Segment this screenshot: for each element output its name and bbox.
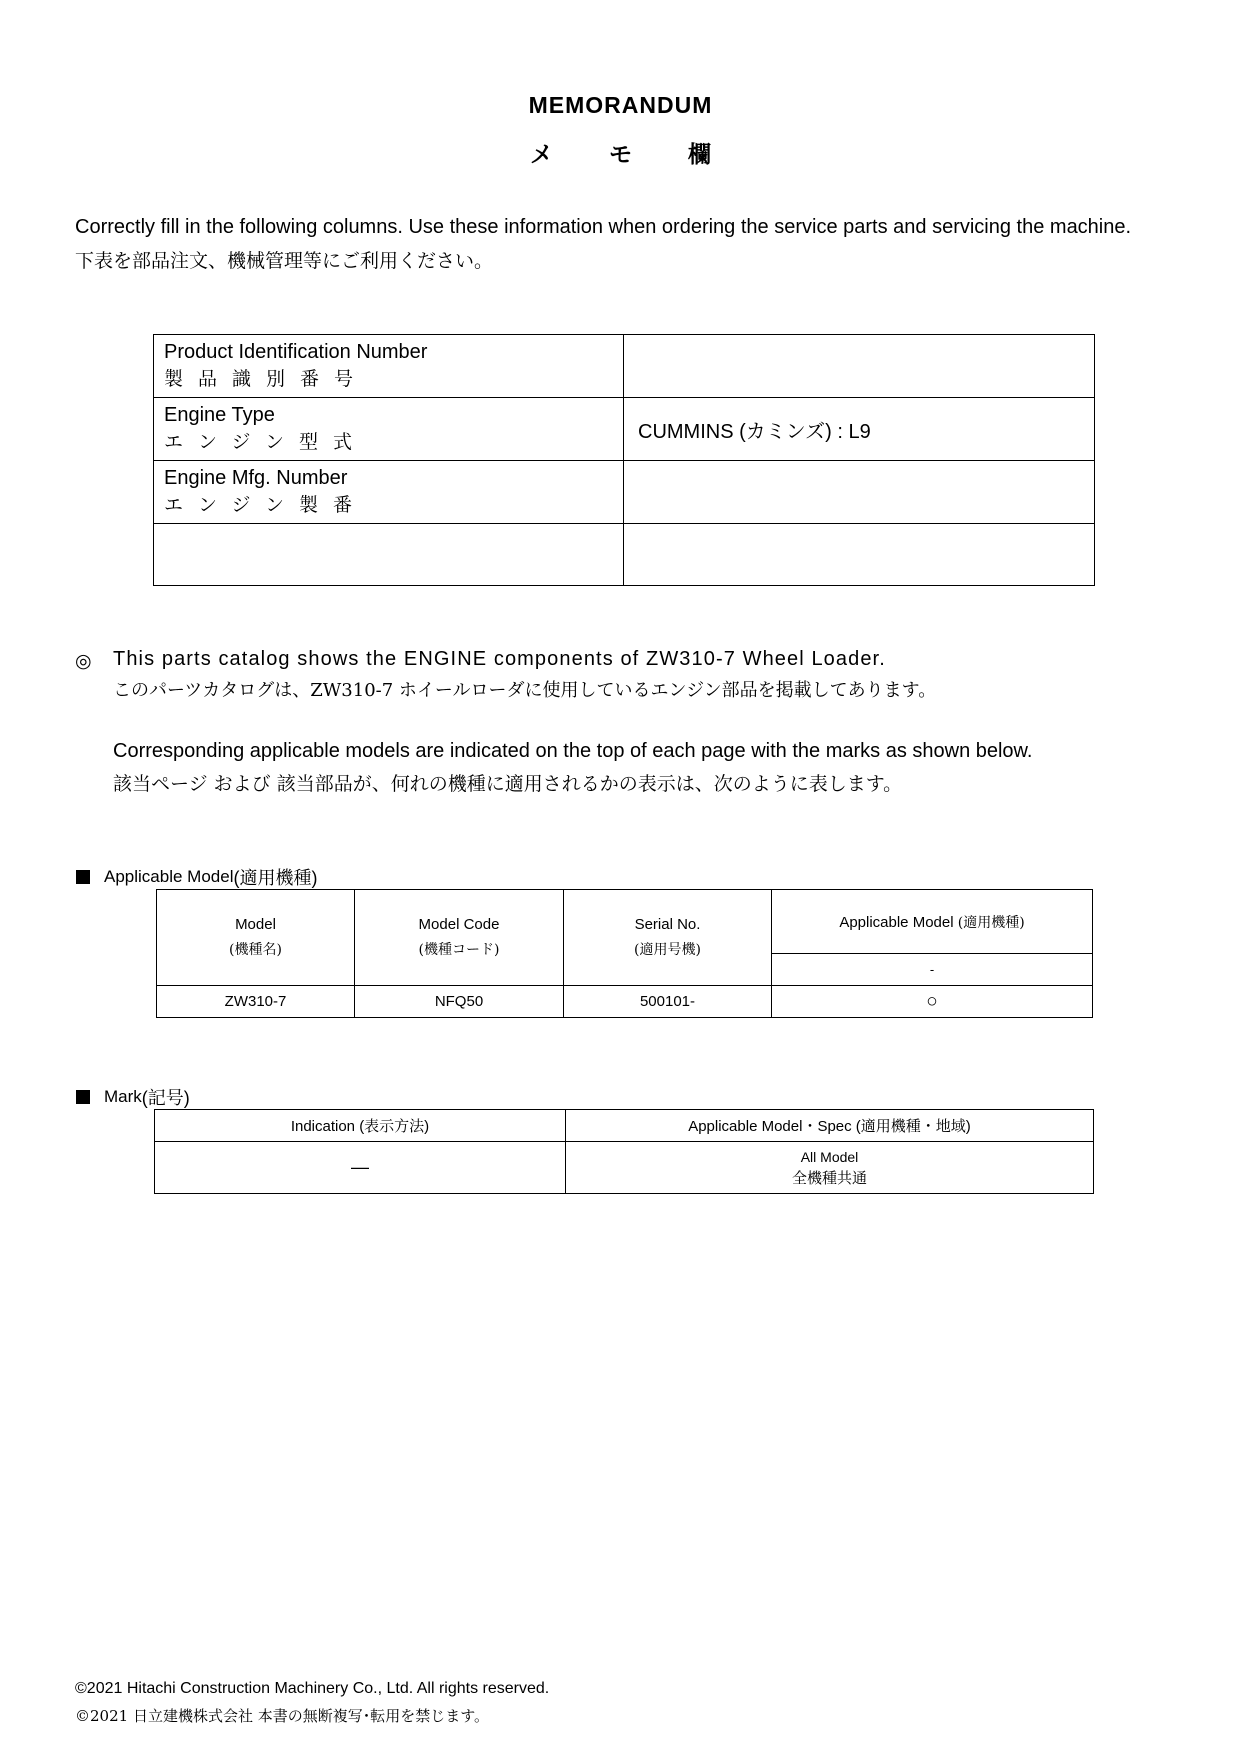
note-catalog-jp: このパーツカタログは、ZW310-7 ホイールローダに使用しているエンジン部品を掲載してあります。 xyxy=(113,680,937,701)
note-bullet-icon: ◎ xyxy=(75,651,92,672)
page-title: MEMORANDUM xyxy=(528,92,713,118)
table-row xyxy=(157,986,1093,1018)
memo-row-engine-mfg xyxy=(154,461,1095,524)
title-jp-char-1: メ xyxy=(530,141,553,167)
all-model-jp: 全機種共通 xyxy=(791,1169,867,1187)
page-title-jp xyxy=(0,136,1241,169)
header-code-jp: (機種コード) xyxy=(418,941,500,958)
memo-value-engine-mfg[interactable] xyxy=(624,461,1095,524)
memo-label-en: Product Identification Number xyxy=(164,341,428,363)
mark-table xyxy=(154,1109,1094,1194)
header-code-en: Model Code xyxy=(418,915,500,933)
header-model-jp: (機種名) xyxy=(229,941,282,958)
copyright-jp: ©2021 日立建機株式会社 本書の無断複写･転用を禁じます。 xyxy=(75,1707,490,1725)
all-model-en: All Model xyxy=(800,1148,859,1165)
applicable-model-heading xyxy=(76,864,317,890)
header-serial xyxy=(564,890,772,986)
square-bullet-icon xyxy=(76,870,90,884)
applicable-model-heading-jp: (適用機種) xyxy=(233,868,318,888)
memo-label-en: Engine Mfg. Number xyxy=(164,467,348,489)
mark-heading xyxy=(76,1084,190,1110)
header-model-code xyxy=(355,890,564,986)
memo-label-en: Engine Type xyxy=(164,404,275,426)
table-row xyxy=(155,1142,1094,1194)
memo-label-cell xyxy=(154,398,624,461)
memo-row-engine-type xyxy=(154,398,1095,461)
note-marks-jp: 該当ページ および 該当部品が、何れの機種に適用されるかの表示は、次のように表します。 xyxy=(113,773,903,795)
header-indication: Indication (表示方法) xyxy=(155,1110,566,1142)
header-applicable xyxy=(772,890,1093,954)
memo-value-product-id[interactable] xyxy=(624,335,1095,398)
mark-heading-jp: (記号) xyxy=(141,1088,190,1108)
memo-value-engine-type[interactable]: CUMMINS (カミンズ) : L9 xyxy=(624,398,1095,461)
memo-row-product-id xyxy=(154,335,1095,398)
square-bullet-icon xyxy=(76,1090,90,1104)
header-applicable-spec: Applicable Model・Spec (適用機種・地域) xyxy=(566,1110,1094,1142)
memo-table xyxy=(153,334,1095,586)
cell-model: ZW310-7 xyxy=(157,986,355,1018)
memo-label-jp: 製品識別番号 xyxy=(164,368,369,390)
mark-heading-en: Mark xyxy=(104,1087,142,1106)
applicable-model-heading-en: Applicable Model xyxy=(104,867,234,886)
note-catalog-en: This parts catalog shows the ENGINE components of ZW310-7 Wheel Loader. xyxy=(113,648,886,670)
header-applicable-sub: - xyxy=(772,954,1093,986)
copyright-en: ©2021 Hitachi Construction Machinery Co., Ltd. All rights reserved. xyxy=(75,1680,550,1697)
cell-model-code: NFQ50 xyxy=(355,986,564,1018)
cell-applicable-spec xyxy=(566,1142,1094,1194)
header-serial-jp: (適用号機) xyxy=(634,941,701,958)
header-serial-en: Serial No. xyxy=(634,915,701,933)
header-applicable-en: Applicable Model xyxy=(839,913,954,931)
header-model xyxy=(157,890,355,986)
cell-indication: — xyxy=(155,1142,566,1194)
memo-label-cell xyxy=(154,461,624,524)
memo-label-jp: エンジン製番 xyxy=(164,494,368,516)
memo-label-cell[interactable] xyxy=(154,524,624,586)
memo-value-blank[interactable] xyxy=(624,524,1095,586)
intro-text-jp: 下表を部品注文、機械管理等にご利用ください。 xyxy=(75,250,494,272)
memo-label-jp: エンジン型式 xyxy=(164,431,368,453)
header-model-en: Model xyxy=(235,915,276,933)
memo-row-blank xyxy=(154,524,1095,586)
note-marks-en: Corresponding applicable models are indicated on the top of each page with the marks as shown below. xyxy=(113,740,1033,762)
applicable-model-table xyxy=(156,889,1093,1018)
title-jp-char-2: モ xyxy=(609,141,632,167)
intro-text-en: Correctly fill in the following columns. Use these information when ordering the service parts and servicing the machine. xyxy=(75,216,1132,238)
memo-label-cell xyxy=(154,335,624,398)
header-applicable-jp: (適用機種) xyxy=(957,914,1025,931)
title-jp-char-3: 欄 xyxy=(688,141,711,167)
cell-applicable: ○ xyxy=(772,986,1093,1018)
cell-serial: 500101- xyxy=(564,986,772,1018)
